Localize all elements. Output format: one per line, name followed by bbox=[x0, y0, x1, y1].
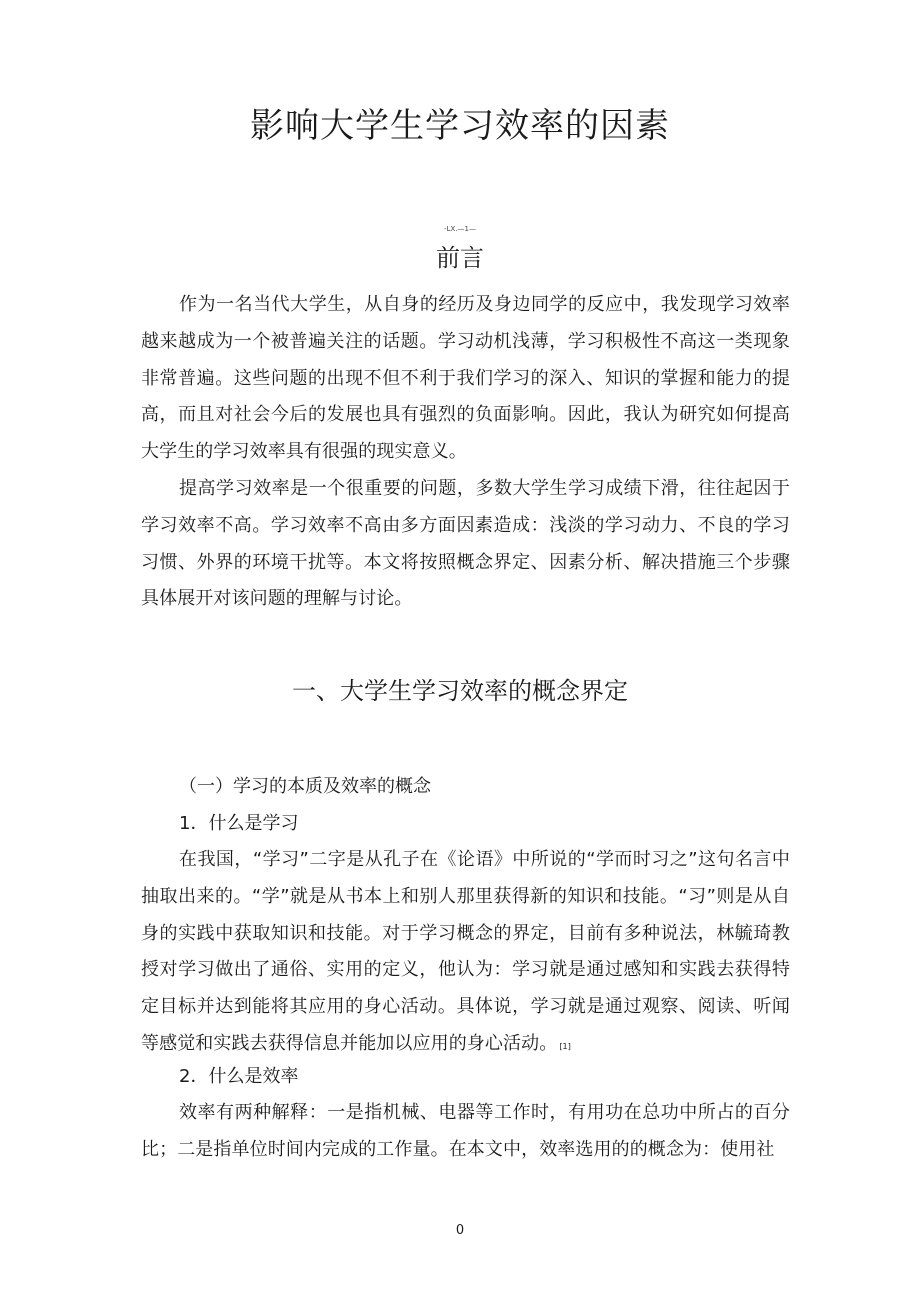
efficiency-body bbox=[141, 1095, 790, 1169]
learning-paragraph-text: 在我国，“学习”二字是从孔子在《论语》中所说的“学而时习之”这句名言中抽取出来的。“学”就是从书本上和别人那里获得新的知识和技能。“习”则是从自身的实践中获取知识和技能。对于学习概念的界定，目前有多种说法，林毓琦教授对学习做出了通俗、实用的定义，他认为：学习就是通过感知和实践去获得特定目标并达到能将其应用的身心活动。具体说，学习就是通过观察、阅读、听闻等感觉和实践去获得信息并能加以应用的身心活动。 bbox=[141, 849, 790, 1054]
item-heading-efficiency: 2．什么是效率 bbox=[179, 1066, 299, 1087]
learning-paragraph bbox=[141, 842, 790, 1066]
subsection-heading: （一）学习的本质及效率的概念 bbox=[179, 776, 431, 797]
preface-paragraph: 提高学习效率是一个很重要的问题，多数大学生学习成绩下滑，往往起因于学习效率不高。学习效率不高由多方面因素造成：浅淡的学习动力、不良的学习习惯、外界的环境干扰等。本文将按照概念界定、因素分析、解决措施三个步骤具体展开对该问题的理解与讨论。 bbox=[141, 477, 790, 610]
document-title: 影响大学生学习效率的因素 bbox=[250, 106, 670, 146]
citation-mark: [1] bbox=[559, 1041, 571, 1051]
item-heading-learning: 1．什么是学习 bbox=[179, 813, 299, 834]
preface-paragraph: 作为一名当代大学生，从自身的经历及身边同学的反应中，我发现学习效率越来越成为一个被普遍关注的话题。学习动机浅薄，学习积极性不高这一类现象非常普遍。这些问题的出现不但不利于我们学习的深入、知识的掌握和能力的提高，而且对社会今后的发展也具有强烈的负面影响。因此，我认为研究如何提高大学生的学习效率具有很强的现实意义。 bbox=[141, 294, 790, 463]
preface-heading: 前言 bbox=[436, 244, 484, 272]
page-number: 0 bbox=[455, 1223, 465, 1238]
efficiency-paragraph: 效率有两种解释：一是指机械、电器等工作时，有用功在总功中所占的百分比；二是指单位时间内完成的工作量。在本文中，效率选用的的概念为：使用社 bbox=[141, 1102, 790, 1160]
section-heading: 一、大学生学习效率的概念界定 bbox=[292, 677, 628, 705]
header-mark: -LX.—1— bbox=[444, 225, 476, 233]
preface-body bbox=[141, 287, 790, 618]
learning-body bbox=[141, 842, 790, 1066]
